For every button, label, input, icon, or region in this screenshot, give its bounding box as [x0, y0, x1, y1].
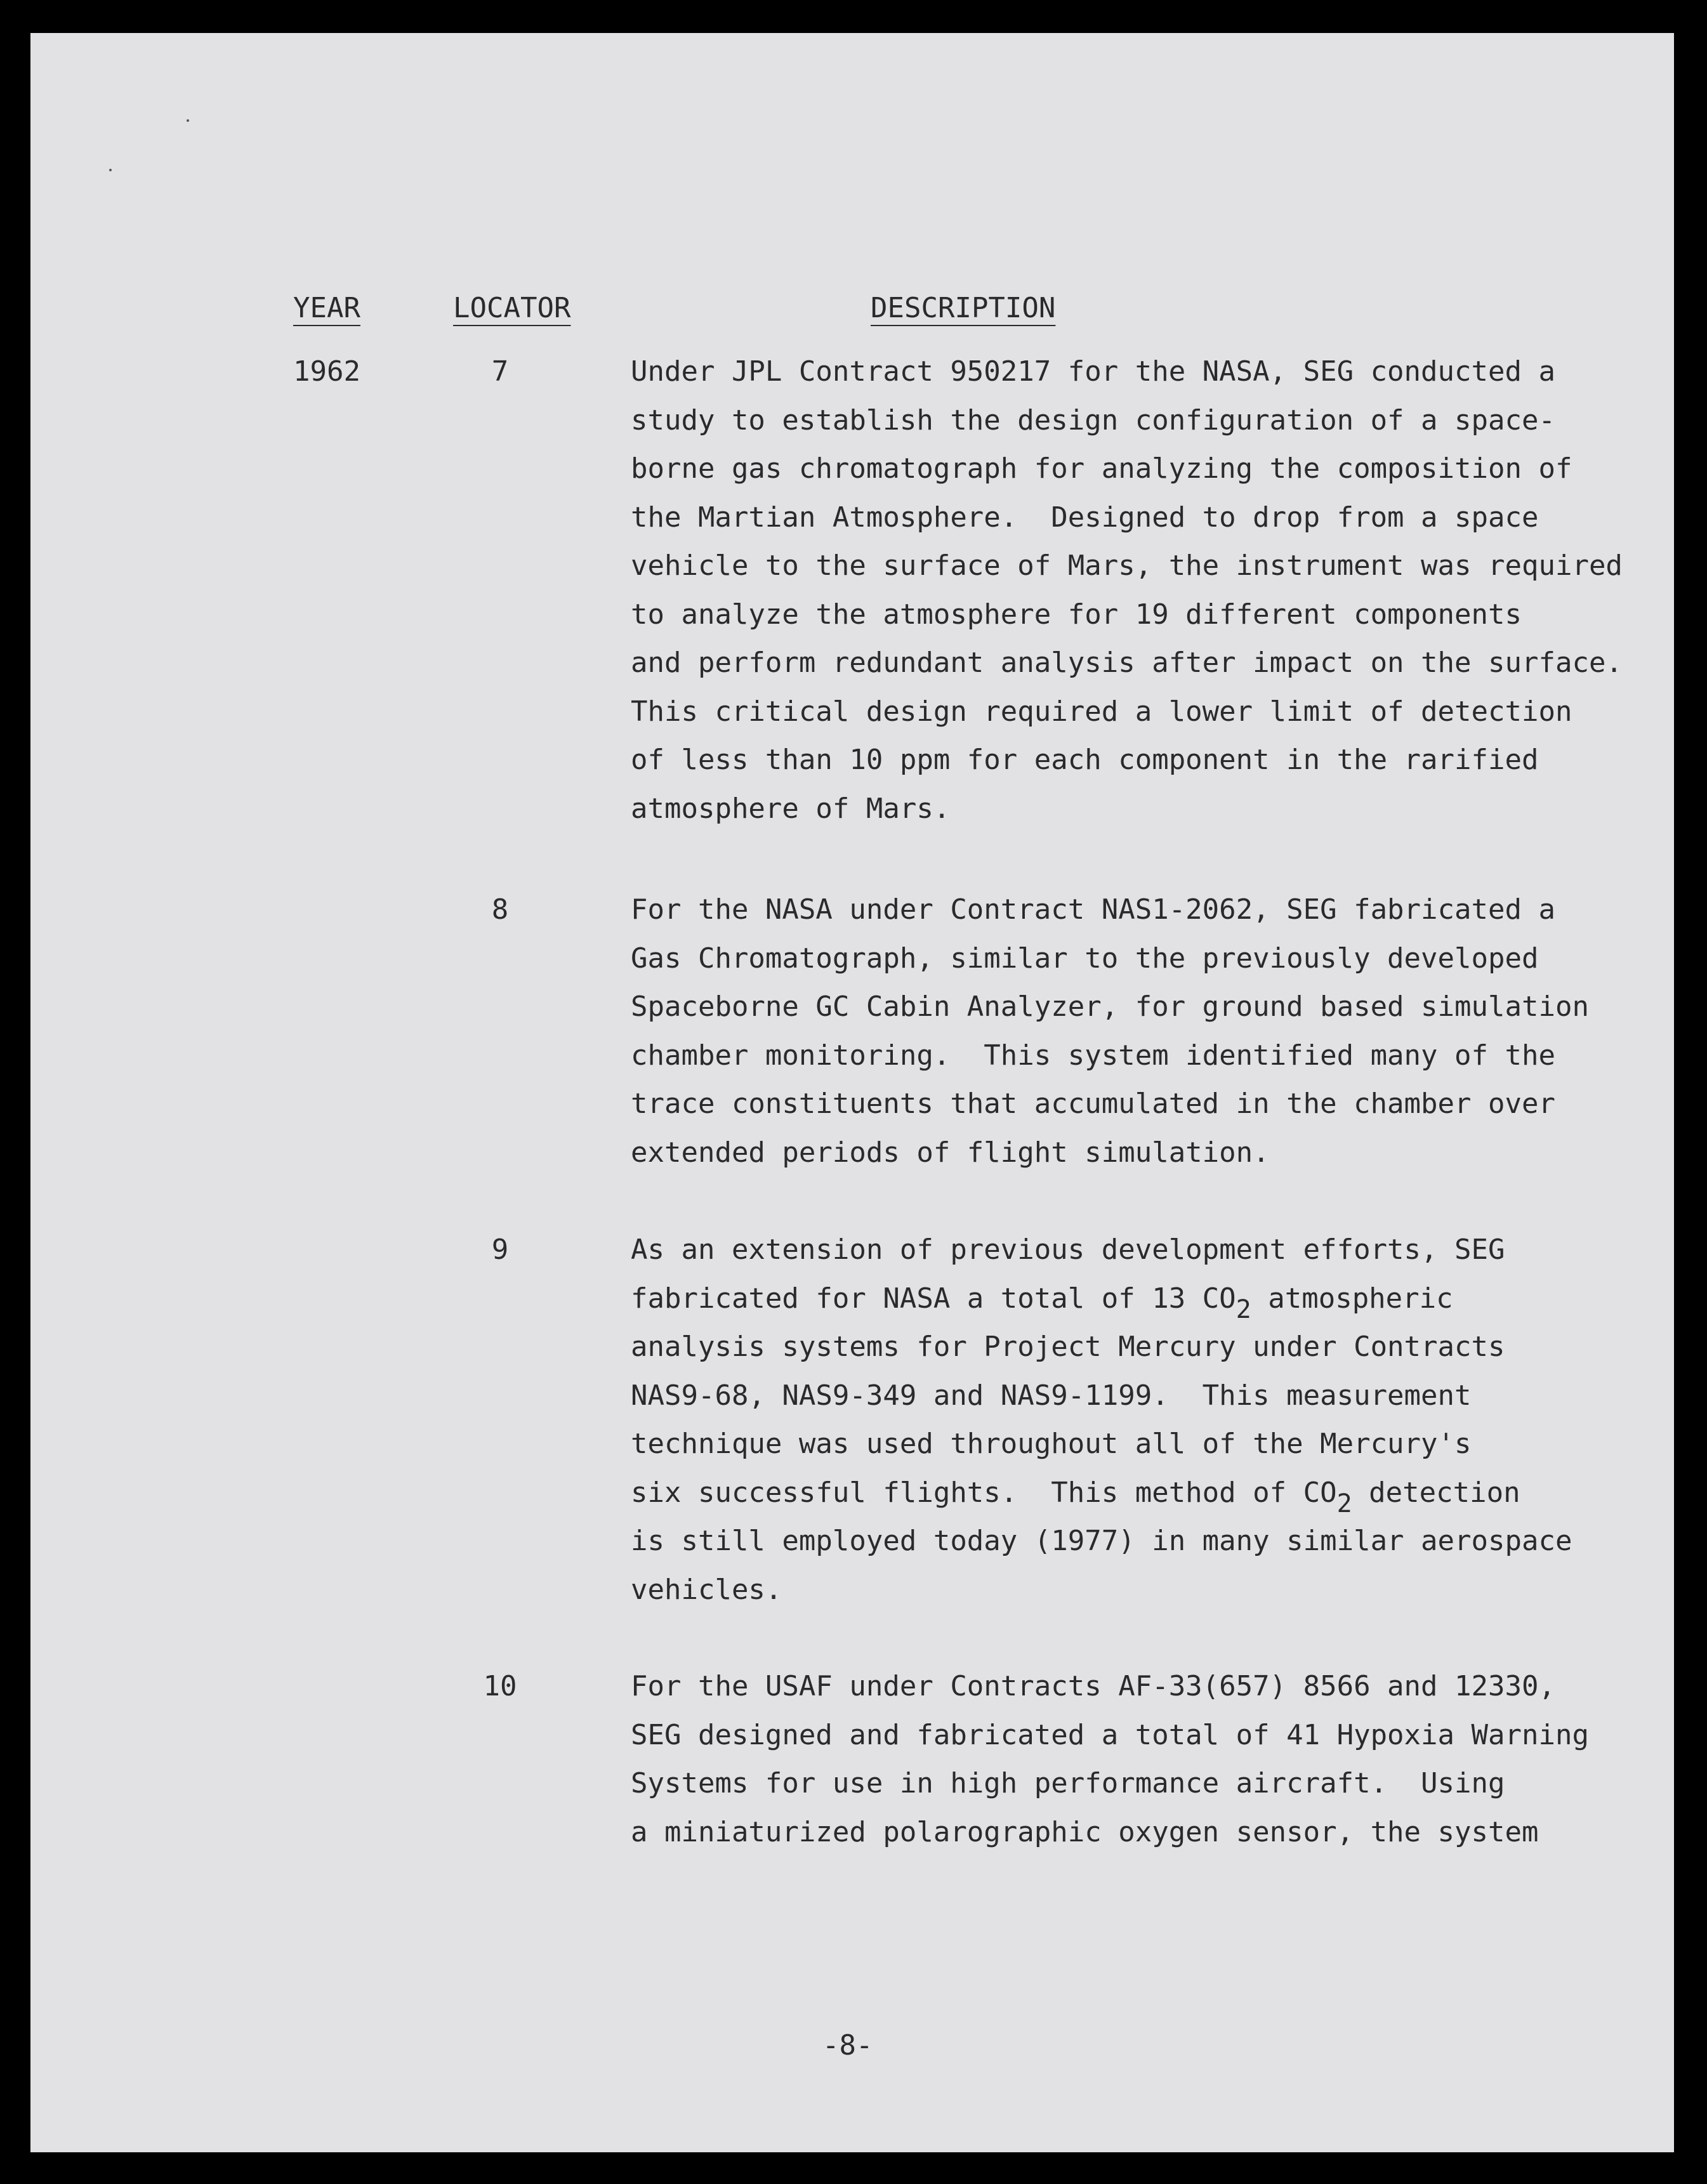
description-line: extended periods of flight simulation.	[631, 1136, 1270, 1169]
description-line: Systems for use in high performance aircraft. Using	[631, 1767, 1505, 1799]
entry-description	[631, 886, 1646, 1177]
document-page	[30, 33, 1674, 2152]
description-line: vehicle to the surface of Mars, the instrument was required	[631, 549, 1623, 582]
entry-description	[631, 1226, 1646, 1614]
description-line: Gas Chromatograph, similar to the previously developed	[631, 942, 1539, 975]
description-line: borne gas chromatograph for analyzing the composition of	[631, 452, 1572, 485]
description-line: study to establish the design configuration of a space-	[631, 404, 1555, 437]
description-line: vehicles.	[631, 1573, 782, 1606]
description-line: For the NASA under Contract NAS1-2062, SEG fabricated a	[631, 893, 1555, 926]
header-locator: LOCATOR	[453, 292, 571, 324]
paper-speck	[109, 169, 112, 171]
description-line: a miniaturized polarographic oxygen sensor, the system	[631, 1815, 1539, 1848]
description-line: atmosphere of Mars.	[631, 792, 951, 825]
description-line: and perform redundant analysis after impact on the surface.	[631, 647, 1623, 679]
description-line: This critical design required a lower limit of detection	[631, 695, 1572, 728]
description-text: atmospheric	[1251, 1282, 1453, 1315]
entry-description	[631, 348, 1646, 833]
header-description: DESCRIPTION	[871, 292, 1056, 324]
description-line: Spaceborne GC Cabin Analyzer, for ground based simulation	[631, 990, 1589, 1023]
description-text: six successful flights. This method of CO	[631, 1476, 1337, 1509]
description-line	[631, 1275, 1646, 1324]
header-year: YEAR	[293, 292, 360, 324]
description-text: fabricated for NASA a total of 13 CO	[631, 1282, 1236, 1315]
description-line: Under JPL Contract 950217 for the NASA, SEG conducted a	[631, 355, 1555, 388]
description-line: technique was used throughout all of the Mercury's	[631, 1428, 1472, 1460]
description-line: to analyze the atmosphere for 19 different components	[631, 598, 1522, 631]
entry-locator: 8	[491, 893, 509, 926]
description-line: trace constituents that accumulated in the chamber over	[631, 1088, 1555, 1120]
entry-locator: 10	[483, 1670, 517, 1702]
page-number: -8-	[822, 2029, 873, 2062]
description-text: detection	[1352, 1476, 1520, 1509]
description-line	[631, 1469, 1646, 1518]
entry-locator: 9	[491, 1233, 509, 1266]
description-line: For the USAF under Contracts AF-33(657) 8566 and 12330,	[631, 1670, 1555, 1702]
entry-description	[631, 1662, 1646, 1857]
description-line: NAS9-68, NAS9-349 and NAS9-1199. This measurement	[631, 1379, 1472, 1412]
entry-year: 1962	[293, 355, 360, 388]
description-line: SEG designed and fabricated a total of 41 Hypoxia Warning	[631, 1718, 1589, 1751]
description-line: is still employed today (1977) in many similar aerospace	[631, 1525, 1572, 1557]
subscript-two: 2	[1336, 1489, 1352, 1518]
description-line: of less than 10 ppm for each component in the rarified	[631, 744, 1539, 776]
subscript-two: 2	[1236, 1294, 1251, 1324]
entry-locator: 7	[491, 355, 509, 388]
description-line: chamber monitoring. This system identified many of the	[631, 1039, 1555, 1072]
paper-speck	[187, 119, 189, 122]
description-line: analysis systems for Project Mercury under Contracts	[631, 1331, 1505, 1363]
description-line: the Martian Atmosphere. Designed to drop from a space	[631, 501, 1539, 534]
description-line: As an extension of previous development efforts, SEG	[631, 1233, 1505, 1266]
